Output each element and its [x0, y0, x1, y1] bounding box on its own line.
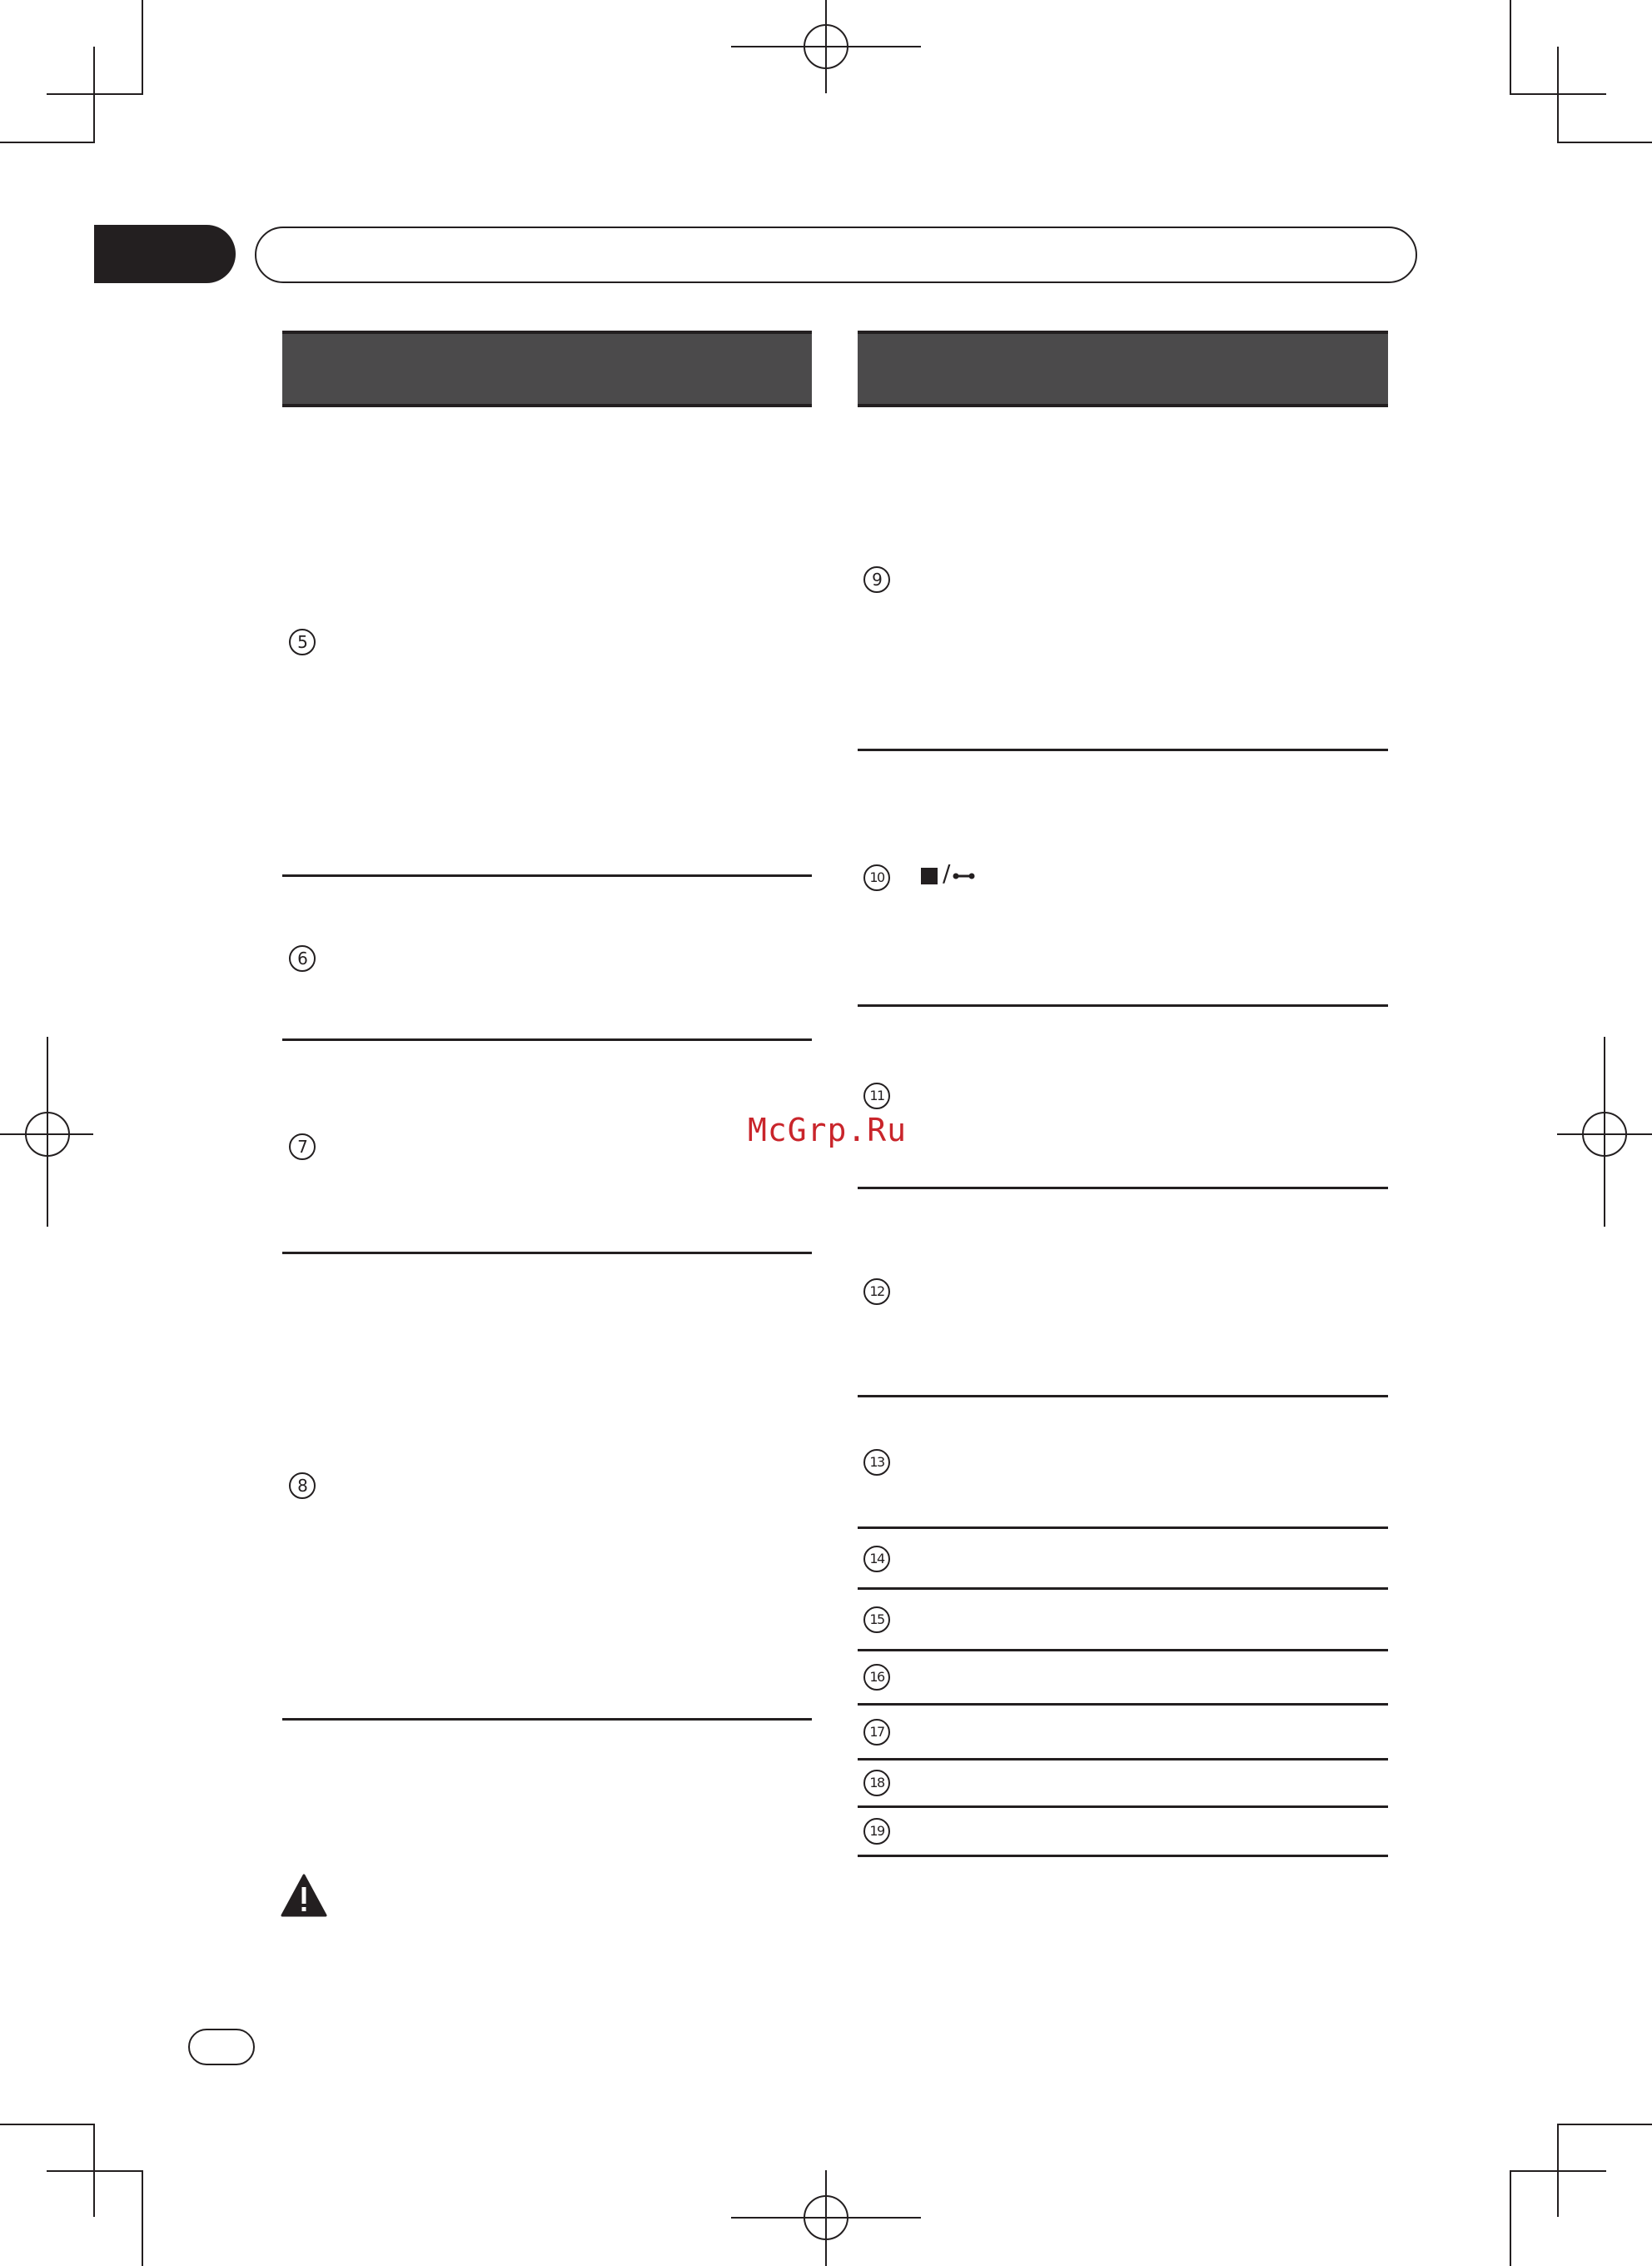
warning-triangle-icon [281, 1874, 327, 1917]
callout-number: 17 [863, 1719, 890, 1746]
callout-number: 9 [863, 566, 890, 593]
section-title-bar [255, 227, 1417, 283]
slash-separator: / [943, 859, 951, 887]
divider [858, 1649, 1388, 1651]
divider [858, 749, 1388, 751]
divider [282, 1252, 812, 1254]
callout-number: 14 [863, 1546, 890, 1572]
callout-number: 18 [863, 1770, 890, 1796]
divider [858, 1703, 1388, 1706]
callout-number: 11 [863, 1083, 890, 1109]
right-column-header [858, 331, 1388, 407]
callout-number: 19 [863, 1818, 890, 1845]
stop-icon [921, 868, 938, 884]
chapter-tab [94, 225, 236, 283]
watermark-text: McGrp.Ru [748, 1112, 908, 1148]
callout-number: 16 [863, 1664, 890, 1691]
divider [282, 1718, 812, 1721]
divider [858, 1526, 1388, 1529]
divider [858, 1187, 1388, 1189]
callout-number: 12 [863, 1278, 890, 1305]
divider [282, 1038, 812, 1041]
divider [858, 1395, 1388, 1397]
left-column-header [282, 331, 812, 407]
callout-number: 8 [289, 1472, 316, 1499]
divider [858, 1004, 1388, 1007]
key-icon [953, 870, 976, 882]
divider [282, 874, 812, 877]
callout-number: 6 [289, 945, 316, 972]
page-number-pill [188, 2029, 255, 2065]
callout-number: 7 [289, 1133, 316, 1160]
callout-number: 10 [863, 864, 890, 891]
callout-number: 13 [863, 1449, 890, 1476]
divider [858, 1805, 1388, 1808]
divider [858, 1587, 1388, 1590]
callout-number: 15 [863, 1606, 890, 1633]
divider [858, 1855, 1388, 1857]
divider [858, 1758, 1388, 1761]
callout-number: 5 [289, 629, 316, 655]
